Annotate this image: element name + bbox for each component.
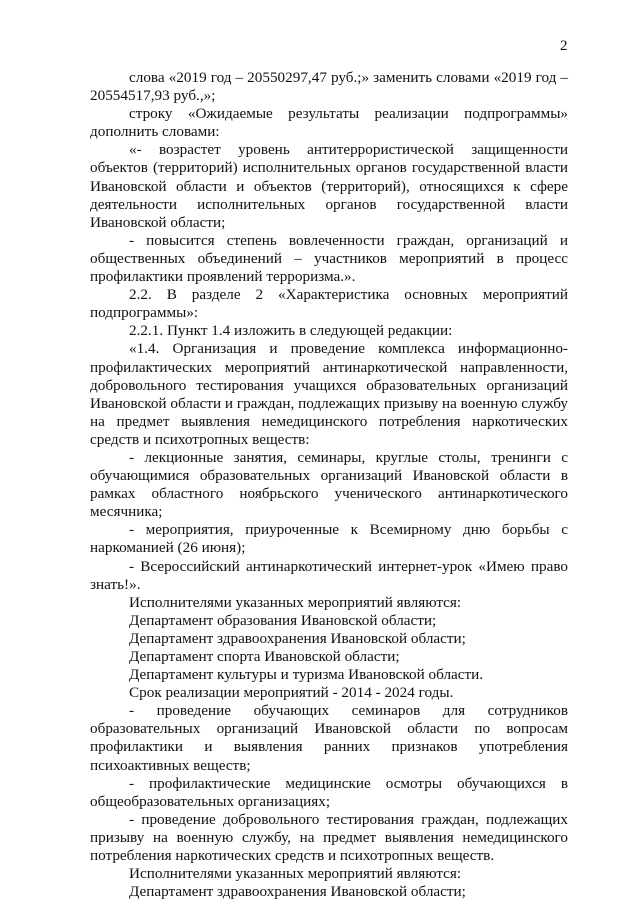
paragraph: - Всероссийский антинаркотический интернет-урок «Имею право знать!». (90, 557, 568, 593)
paragraph: - лекционные занятия, семинары, круглые столы, тренинги с обучающимися образовательных организаций Ивановской области в рамках областного ноябрьского ученического антинаркотического месячника; (90, 448, 568, 521)
paragraph: слова «2019 год – 20550297,47 руб.;» заменить словами «2019 год – 20554517,93 руб.,»; (90, 69, 568, 105)
paragraph: 2.2.1. Пункт 1.4 изложить в следующей редакции: (129, 322, 453, 340)
page-number: 2 (560, 38, 568, 54)
paragraph: строку «Ожидаемые результаты реализации подпрограммы» дополнить словами: (90, 105, 568, 141)
paragraph: Департамент спорта Ивановской области; (129, 648, 400, 665)
document-body (90, 69, 568, 901)
paragraph: «1.4. Организация и проведение комплекса информационно-профилактических мероприятий антинаркотической направленности, добровольного тестирования учащихся образовательных организаций Ивановской области и граждан, подлежащих призыву на военную службу на предмет выявления немедицинского потребления наркотических средств и психотропных веществ: (90, 340, 568, 448)
paragraph: 2.2. В разделе 2 «Характеристика основных мероприятий подпрограммы»: (90, 286, 568, 322)
paragraph: - проведение обучающих семинаров для сотрудников образовательных организаций Ивановской области по вопросам профилактики и выявления ранних признаков употребления психоактивных веществ; (90, 702, 568, 774)
paragraph: Департамент культуры и туризма Ивановской области. (129, 666, 484, 684)
paragraph: Срок реализации мероприятий - 2014 - 2024 годы. (129, 684, 454, 702)
paragraph: - повысится степень вовлеченности граждан, организаций и общественных объединений – участников мероприятий в процесс профилактики проявлений терроризма.». (90, 231, 568, 286)
paragraph: Департамент здравоохранения Ивановской области; (129, 629, 466, 647)
paragraph: Исполнителями указанных мероприятий являются: (129, 593, 462, 611)
paragraph: Исполнителями указанных мероприятий являются: (129, 865, 462, 883)
paragraph: - проведение добровольного тестирования граждан, подлежащих призыву на военную службу, на предмет выявления немедицинского потребления наркотических средств и психотропных веществ. (90, 810, 568, 865)
paragraph: - профилактические медицинские осмотры обучающихся в общеобразовательных организациях; (90, 774, 568, 810)
paragraph: Департамент здравоохранения Ивановской области; (129, 883, 466, 901)
paragraph: «- возрастет уровень антитеррористической защищенности объектов (территорий) исполнительных органов государственной власти Ивановской области и объектов (территорий), относящихся к сфере деятельности исполнительных органов государственной власти Ивановской области; (90, 141, 568, 231)
paragraph: - мероприятия, приуроченные к Всемирному дню борьбы с наркоманией (26 июня); (90, 521, 568, 557)
paragraph: Департамент образования Ивановской области; (129, 611, 437, 629)
